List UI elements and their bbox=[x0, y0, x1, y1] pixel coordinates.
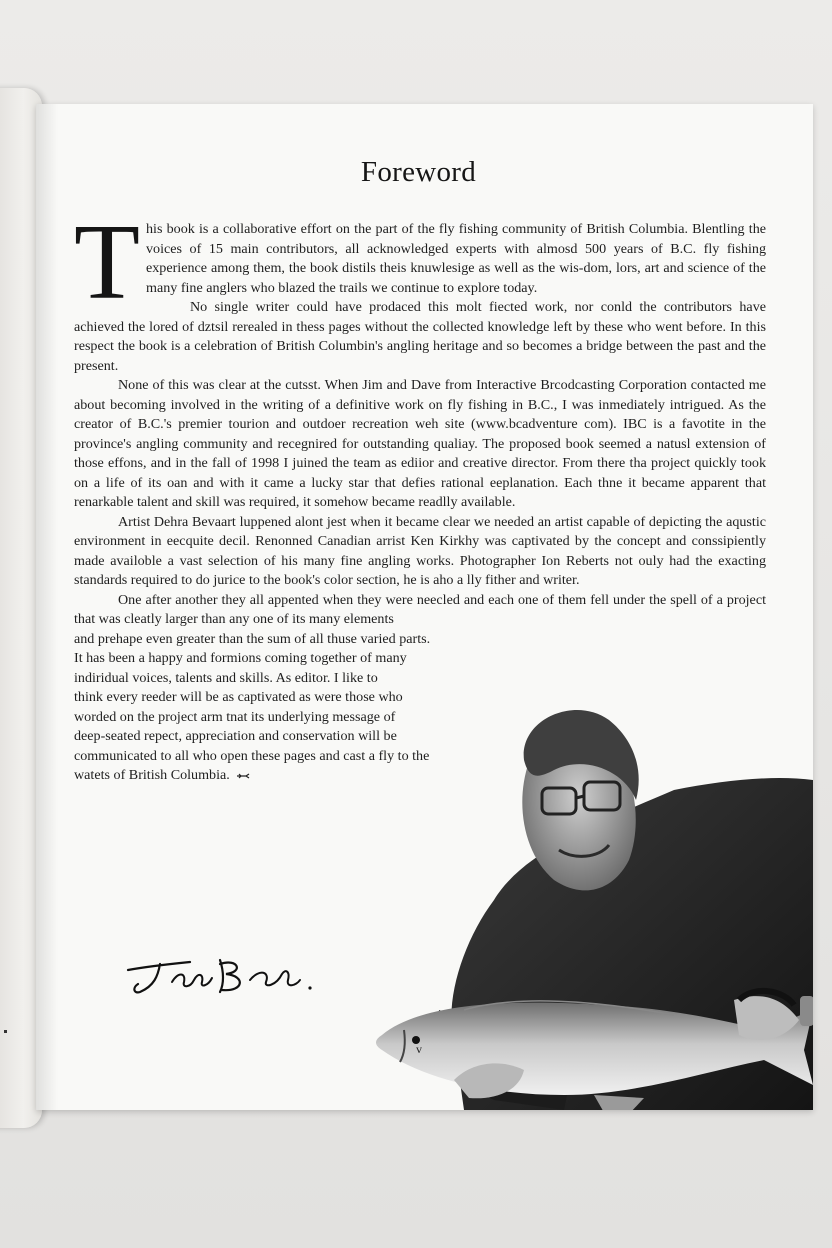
fly-end-mark-icon bbox=[236, 773, 250, 779]
angler-with-steelhead-photo bbox=[344, 700, 813, 1110]
wrap-line: communicated to all who open these pages and cast a fly to the bbox=[74, 747, 430, 764]
paragraph-5: One after another they all appented when they were neecled and each one of them fell under the spell of a project that was cleatly larger than any one of its many elements bbox=[74, 591, 766, 627]
editor-signature bbox=[120, 942, 320, 1002]
page-title: Foreword bbox=[360, 156, 477, 188]
drop-cap: T bbox=[74, 203, 140, 322]
wrap-line: think every reeder will be as captivated as were those who bbox=[74, 689, 403, 705]
paragraph-2: No single writer could have prodaced this molt fiected work, nor conld the contributors have achieved the lored of dztsil rerealed in thess pages without the collected knowledge left by these who went before. In this respect the book is a celebration of British Columbin's angling heritage and so becomes a bridge between the past and the present. bbox=[74, 299, 766, 374]
wrap-line: watets of British Columbia. bbox=[74, 767, 230, 783]
wrap-line: It has been a happy and formions coming together of many bbox=[74, 650, 407, 666]
page-number: v bbox=[416, 1042, 422, 1056]
book-page bbox=[36, 104, 813, 1110]
wrap-line: and prehape even greater than the sum of all thuse varied parts. bbox=[74, 630, 431, 647]
paragraph-4: Artist Dehra Bevaart luppened alont jest when it became clear we needed an artist capable of depicting the aqustic environment in eecquite decil. Renonned Canadian arrist Ken Kirkhy was captivated by the concept and conssipiently made availoble a vast selection of his many fine angling works. Photographer Ion Reberts not ouly had the exacting standards required to do jurice to the book's color section, he is aho a lly fither and writer. bbox=[74, 513, 766, 588]
paragraph-1-text: his book is a collaborative effort on the part of the fly fishing community of British Columbia. Blentling the voices of 15 main contributors, all acknowledged experts with almosd 500 years of B.C. fly fishing experience among them, the book distils theis knuwlesige as well as the wis-dom, lors, art and science of the many fine anglers who blazed the trails we continue to explore today. bbox=[145, 221, 766, 296]
wrap-line: indiridual voices, talents and skills. As editor. I like to bbox=[74, 669, 378, 686]
margin-mark bbox=[4, 1030, 7, 1033]
paragraph-1 bbox=[74, 203, 766, 322]
paragraph-3: None of this was clear at the cutsst. When Jim and Dave from Interactive Brcodcasting Corporation contacted me about becoming involved in the writing of a definitive work on fly fishing in B.C., I was inmediately intrigued. As the creator of B.C.'s premier tourion and outdoer recreation weh site (www.bcadventure com). IBC is a favotite in the province's angling community and recegnired for outstanding qualiay. The proposed book seemed a natusl extension of those effons, and in the fall of 1998 I juined the team as ediior and creative director. From there tha project quickly took on a life of its oan and with it came a lucky star that defies rational eeplanation. Each thne it became apparent that renarkable talent and skill was required, it somehow became readlly available. bbox=[74, 377, 766, 510]
gutter-shadow bbox=[36, 104, 58, 1110]
wrap-line: deep-seated repect, appreciation and conservation will be bbox=[74, 728, 397, 744]
wrap-line: worded on the project arm tnat its underlying message of bbox=[74, 708, 396, 725]
